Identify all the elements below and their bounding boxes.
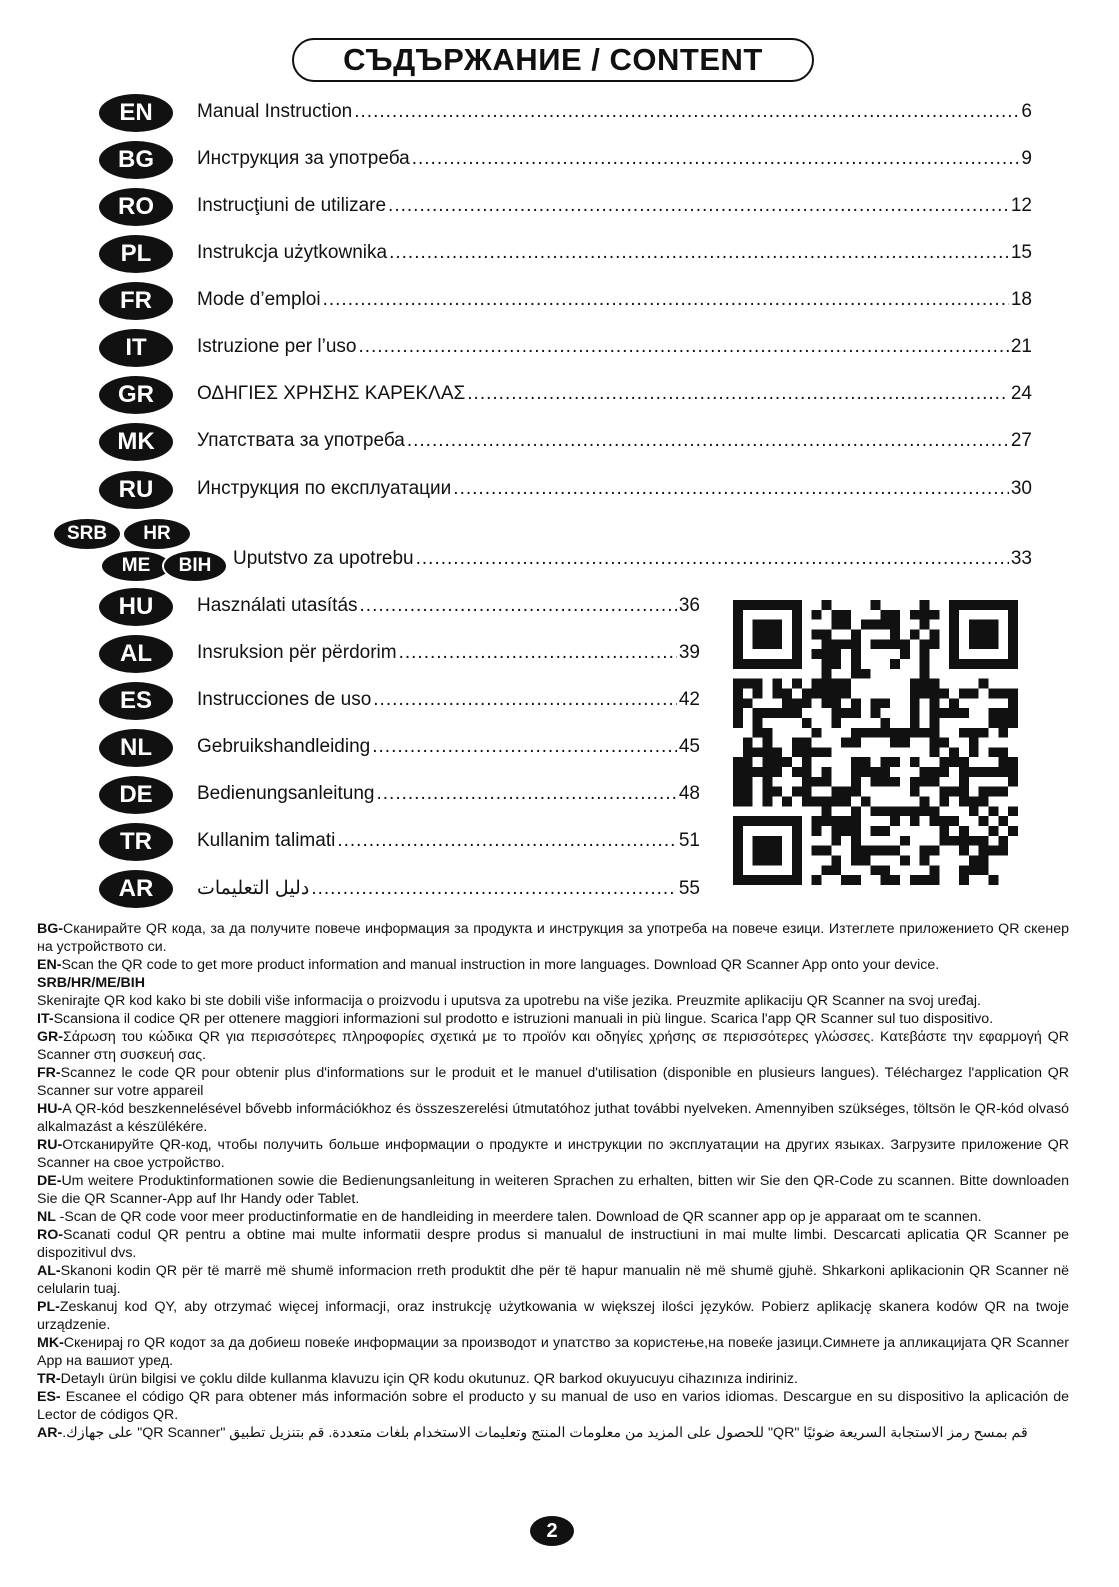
qr-note xyxy=(37,1334,1069,1370)
toc-entry[interactable] xyxy=(233,548,1032,572)
qr-note xyxy=(37,920,1069,956)
toc-entry-page: 6 xyxy=(1021,101,1032,122)
qr-note xyxy=(37,1298,1069,1334)
toc-leader-dots xyxy=(399,642,677,664)
qr-note-language: RU- xyxy=(37,1137,63,1153)
toc-entry[interactable] xyxy=(197,877,700,901)
qr-note-text: Отсканируйте QR-код, чтобы получить больше информации о продукте и инструкции по эксплуатации на других языках. Загрузите приложение QR Scanner на свое устройство. xyxy=(37,1137,1069,1171)
language-badge-mk: MK xyxy=(99,423,173,461)
qr-note-language: AL- xyxy=(37,1263,61,1279)
qr-note xyxy=(37,1370,1069,1388)
toc-leader-dots xyxy=(416,548,1009,570)
toc-leader-dots xyxy=(358,336,1008,358)
qr-note-language: RO- xyxy=(37,1227,64,1243)
toc-entry[interactable] xyxy=(197,689,700,713)
toc-entry[interactable] xyxy=(197,642,700,666)
language-badge-it: IT xyxy=(99,329,173,367)
toc-entry[interactable] xyxy=(197,242,1032,266)
toc-entry[interactable] xyxy=(197,736,700,760)
qr-note-text: Scansiona il codice QR per ottenere maggiori informazioni sul prodotto e istruzioni manuali in più lingue. Scarica l'app QR Scanner sul tuo dispositivo. xyxy=(53,1011,994,1027)
toc-leader-dots xyxy=(412,148,1020,170)
qr-note xyxy=(37,1100,1069,1136)
toc-entry-page: 51 xyxy=(678,830,700,851)
language-badge-fr: FR xyxy=(99,282,173,320)
language-badge-srb: SRB xyxy=(52,517,122,551)
qr-note-language: PL- xyxy=(37,1299,60,1315)
qr-note-text: Scanati codul QR pentru a obtine mai multe informatii despre produs si manualul de instructiuni in mai multe limbi. Descarcati aplicatia QR Scanner pe dispozitivul dvs. xyxy=(37,1227,1069,1261)
toc-entry-page: 36 xyxy=(678,595,700,616)
language-badge-pl: PL xyxy=(99,235,173,273)
language-badge-me: ME xyxy=(100,549,172,583)
toc-leader-dots xyxy=(389,242,1009,264)
toc-leader-dots xyxy=(337,830,677,852)
qr-note-text: Skenirajte QR kod kako bi ste dobili više informacija o proizvodu i uputsva za upotrebu na više jezika. Preuzmite aplikaciju QR Scanner na svoj uređaj. xyxy=(37,993,981,1009)
qr-note xyxy=(37,1226,1069,1262)
toc-entry-page: 30 xyxy=(1010,478,1032,499)
qr-note-text: Um weitere Produktinformationen sowie die Bedienungsanleitung in weiteren Sprachen zu erhalten, bitten wir Sie den QR-Code zu scannen. Bitte downloaden Sie die QR Scanner-App auf Ihr Handy oder Tablet. xyxy=(37,1173,1069,1207)
qr-note-text: A QR-kód beszkennelésével bővebb információkhoz és összeszerelési útmutatóhoz juthat további nyelveken. Amennyiben szükséges, töltsön le QR-kód olvasó alkalmazást a készülékére. xyxy=(37,1101,1069,1135)
qr-note-language: EN- xyxy=(37,957,62,973)
toc-entry[interactable] xyxy=(197,430,1032,454)
toc-entry-page: 48 xyxy=(678,783,700,804)
toc-entry-label: Uputstvo za upotrebu xyxy=(233,548,414,569)
toc-entry-label: Инструкция по експлуатации xyxy=(197,478,452,499)
toc-entry-label: Instrukcja użytkownika xyxy=(197,242,388,263)
qr-note xyxy=(37,1136,1069,1172)
qr-note-text: Scan the QR code to get more product information and manual instruction in more languages. Download QR Scanner App onto your device. xyxy=(61,957,940,973)
toc-entry-label: Gebruikshandleiding xyxy=(197,736,371,757)
qr-note xyxy=(37,1010,1069,1028)
language-badge-en: EN xyxy=(99,94,173,132)
qr-note-language: MK- xyxy=(37,1335,64,1351)
qr-note-text: Σάρωση του κώδικα QR για περισσότερες πληροφορίες σχετικά με το προϊόν και οδηγίες χρήσης σε περισσότερες γλώσσες. Κατεβάστε την εφαρμογή QR Scanner στη συσκευή σας. xyxy=(37,1029,1069,1063)
language-badge-tr: TR xyxy=(99,823,173,861)
qr-note-text: قم بمسح رمز الاستجابة السريعة ضوئيًا "QR" للحصول على المزيد من معلومات المنتج وتعليمات الاستخدام بلغات متعددة. قم بتنزيل تطبيق "QR Scanner" على جهازك. xyxy=(62,1425,1028,1441)
qr-note xyxy=(37,956,1069,974)
toc-entry-label: Insruksion për përdorim xyxy=(197,642,397,663)
qr-note-language: HU- xyxy=(37,1101,63,1117)
toc-leader-dots xyxy=(467,383,1009,405)
qr-note-language: NL xyxy=(37,1209,60,1225)
toc-entry-page: 21 xyxy=(1010,336,1032,357)
toc-leader-dots xyxy=(311,878,677,900)
toc-entry-label: Kullanim talimati xyxy=(197,830,336,851)
qr-note-text: Escanee el código QR para obtener más información sobre el producto y su manual de uso en varios idiomas. Descargue en su dispositivo la aplicación de Lector de códigos QR. xyxy=(37,1389,1069,1423)
toc-leader-dots xyxy=(407,430,1009,452)
toc-entry-label: ΟΔΗΓΙΕΣ ΧΡΗΣΗΣ ΚΑΡΕΚΛΑΣ xyxy=(197,383,466,404)
toc-leader-dots xyxy=(453,478,1009,500)
qr-note xyxy=(37,1262,1069,1298)
toc-entry-label: Bedienungsanleitung xyxy=(197,783,375,804)
toc-entry[interactable] xyxy=(197,783,700,807)
qr-note xyxy=(37,1388,1069,1424)
toc-entry[interactable] xyxy=(197,336,1032,360)
qr-note-language: DE- xyxy=(37,1173,62,1189)
language-badge-hr: HR xyxy=(122,517,192,551)
page-title-box xyxy=(292,38,814,82)
qr-note xyxy=(37,1172,1069,1208)
toc-entry[interactable] xyxy=(197,595,700,619)
toc-entry-page: 15 xyxy=(1010,242,1032,263)
qr-note-text: Skanoni kodin QR për të marrë më shumë informacion rreth produktit dhe për të hapur manualin në më shumë gjuhë. Shkarkoni aplikacionin QR Scanner në celularin tuaj. xyxy=(37,1263,1069,1297)
toc-leader-dots xyxy=(323,289,1009,311)
language-badge-de: DE xyxy=(99,776,173,814)
toc-entry[interactable] xyxy=(197,478,1032,502)
toc-entry-label: Instrucciones de uso xyxy=(197,689,372,710)
qr-note-language: BG- xyxy=(37,921,64,937)
page-number: 2 xyxy=(530,1516,574,1546)
qr-note-text: Scannez le code QR pour obtenir plus d'informations sur le produit et le manuel d'utilisation (disponible en plusieurs langues). Téléchargez l'application QR Scanner sur votre appareil xyxy=(37,1065,1069,1099)
toc-entry-page: 39 xyxy=(678,642,700,663)
toc-leader-dots xyxy=(354,101,1019,123)
toc-entry-page: 24 xyxy=(1010,383,1032,404)
language-badge-ru: RU xyxy=(99,471,173,509)
qr-note xyxy=(37,1208,1069,1226)
qr-note-language: GR- xyxy=(37,1029,64,1045)
toc-entry-page: 42 xyxy=(678,689,700,710)
toc-entry[interactable] xyxy=(197,289,1032,313)
toc-entry-page: 45 xyxy=(678,736,700,757)
toc-leader-dots xyxy=(373,689,677,711)
toc-entry-page: 9 xyxy=(1021,148,1032,169)
qr-note-text: Скенирај го QR кодот за да добиеш повеќе информации за производот и упатство за користење,на повеќе јазици.Симнете ја апликацијата QR Scanner App на вашиот уред. xyxy=(37,1335,1069,1369)
toc-entry-label: دليل التعليمات xyxy=(197,878,310,899)
language-badge-ro: RO xyxy=(99,188,173,226)
toc-entry[interactable] xyxy=(197,830,700,854)
qr-note-language: AR- xyxy=(37,1425,63,1441)
toc-entry-label: Инструкция за употреба xyxy=(197,148,410,169)
toc-entry-page: 55 xyxy=(678,878,700,899)
toc-entry-page: 12 xyxy=(1010,195,1032,216)
qr-code-icon xyxy=(733,600,1018,885)
qr-note xyxy=(37,974,1069,1010)
toc-entry-label: Mode d’emploi xyxy=(197,289,321,310)
qr-note-text: Detaylı ürün bilgisi ve çoklu dilde kullanma klavuzu için QR kodu okutunuz. QR barkod okuyucuyu cihazınıza indiriniz. xyxy=(60,1371,798,1387)
toc-entry-page: 18 xyxy=(1010,289,1032,310)
toc-leader-dots xyxy=(388,195,1009,217)
toc-leader-dots xyxy=(372,736,677,758)
qr-note-text: -Scan de QR code voor meer productinformatie en de handleiding in meerdere talen. Download de QR scanner app op je apparaat om te scannen. xyxy=(59,1209,982,1225)
toc-entry[interactable] xyxy=(197,383,1032,407)
toc-entry-label: Упатствата за употреба xyxy=(197,430,405,451)
language-badge-bih: BIH xyxy=(162,549,228,583)
qr-note-text: Zeskanuj kod QY, aby otrzymać więcej informacji, oraz instrukcję użytkowania w większej ilości języków. Pobierz aplikację skanera kodów QR na twoje urządzenie. xyxy=(37,1299,1069,1333)
language-badge-ar: AR xyxy=(99,870,173,908)
qr-note-language: TR- xyxy=(37,1371,61,1387)
toc-entry-label: Istruzione per l’uso xyxy=(197,336,357,357)
language-badge-hu: HU xyxy=(99,588,173,626)
toc-entry-label: Használati utasítás xyxy=(197,595,358,616)
toc-leader-dots xyxy=(377,783,677,805)
toc-entry[interactable] xyxy=(197,148,1032,172)
qr-note-language: SRB/HR/ME/BIH xyxy=(37,975,145,991)
language-badge-bg: BG xyxy=(99,141,173,179)
language-badge-al: AL xyxy=(99,635,173,673)
qr-instructions xyxy=(37,920,1069,1442)
toc-entry[interactable] xyxy=(197,101,1032,125)
qr-note-language: IT- xyxy=(37,1011,54,1027)
qr-note xyxy=(37,1424,1069,1442)
language-badge-es: ES xyxy=(99,682,173,720)
toc-entry-label: Manual Instruction xyxy=(197,101,353,122)
language-badge-gr: GR xyxy=(99,376,173,414)
toc-entry-page: 27 xyxy=(1010,430,1032,451)
toc-leader-dots xyxy=(360,595,677,617)
toc-entry-label: Instrucţiuni de utilizare xyxy=(197,195,387,216)
qr-note-language: ES- xyxy=(37,1389,61,1405)
page-title: СЪДЪРЖАНИЕ / CONTENT xyxy=(343,42,763,77)
qr-note xyxy=(37,1064,1069,1100)
qr-note xyxy=(37,1028,1069,1064)
language-badge-nl: NL xyxy=(99,729,173,767)
toc-entry-page: 33 xyxy=(1010,548,1032,569)
toc-entry[interactable] xyxy=(197,195,1032,219)
qr-note-text: Сканирайте QR кода, за да получите повече информация за продукта и инструкция за употреба на повече езици. Изтеглете приложението QR скенер на устройството си. xyxy=(37,921,1069,955)
qr-note-language: FR- xyxy=(37,1065,61,1081)
